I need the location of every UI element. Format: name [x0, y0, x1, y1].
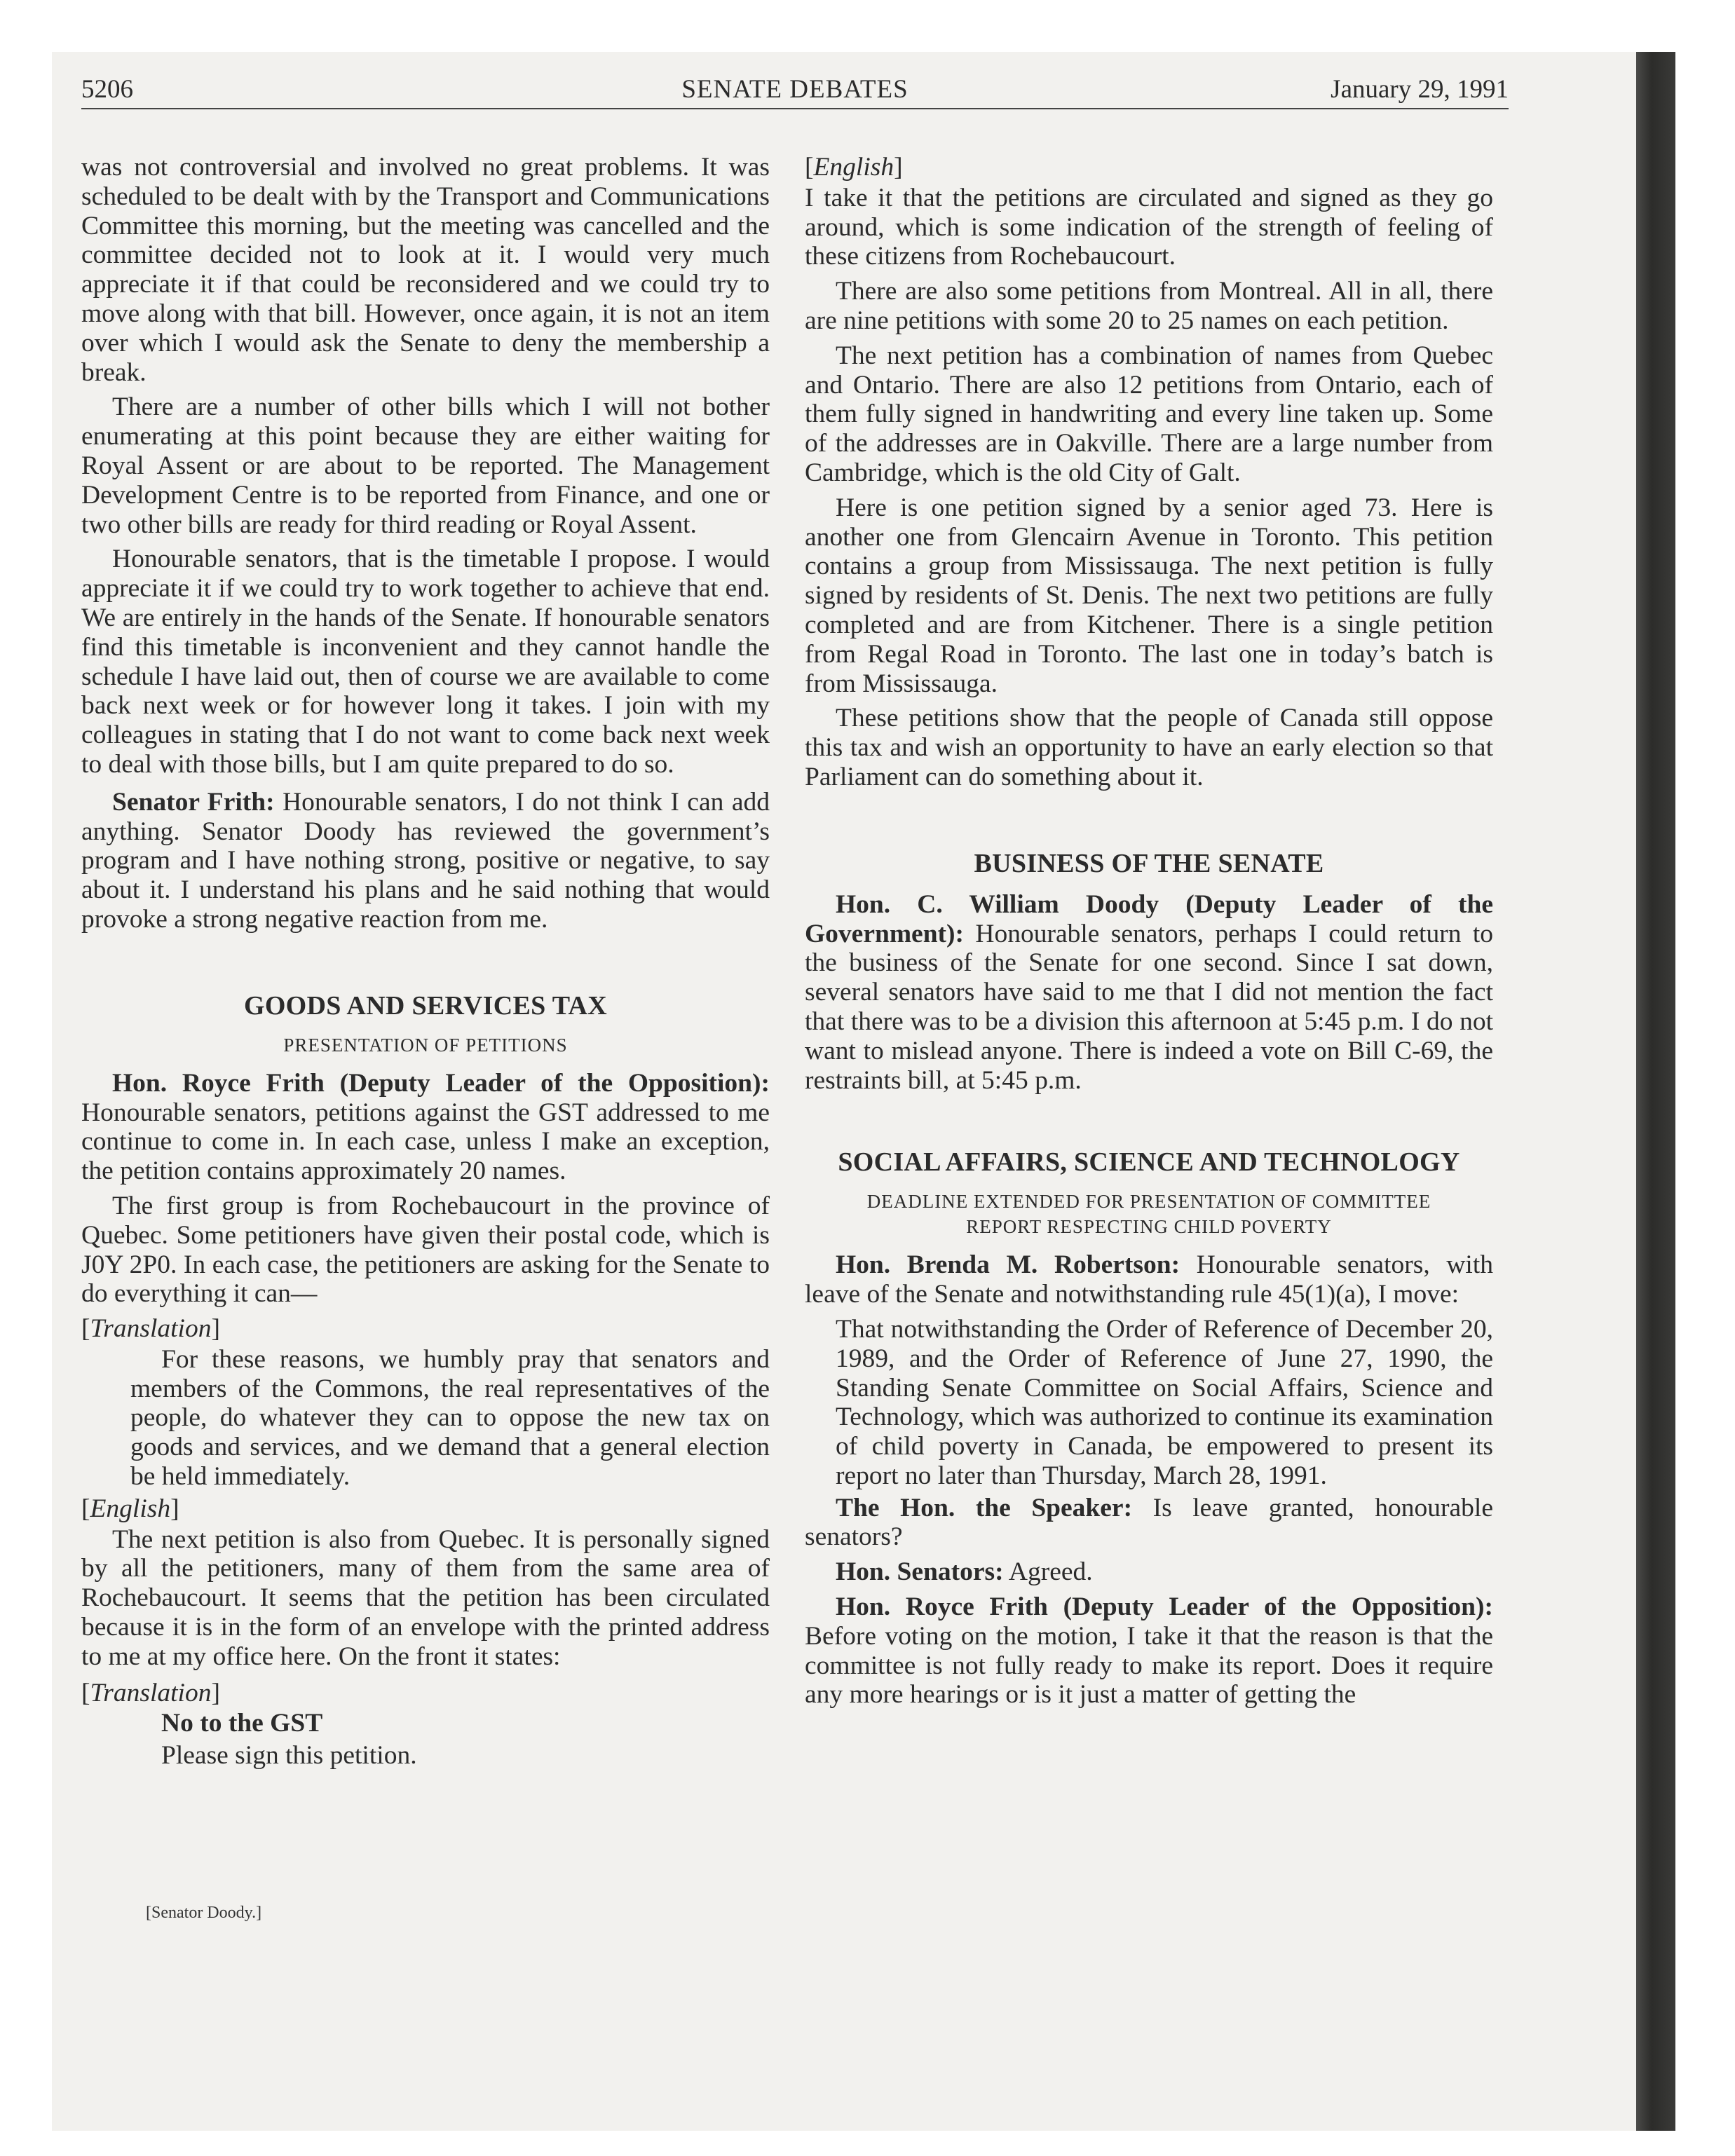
speaker-name: Senator Frith: [112, 787, 275, 817]
binding-edge [1636, 52, 1675, 2131]
left-column [81, 153, 770, 1780]
right-column [805, 153, 1493, 1715]
speech-text: Honourable senators, petitions against the GST addressed to me continue to come in. In each case, unless I make an exception, the petition contains approximately 20 names. [81, 1098, 770, 1186]
speech-text: Honourable senators, with leave of the Senate and notwithstanding rule 45(1)(a), I move: [805, 1250, 1494, 1309]
section-subheading: PRESENTATION OF PETITIONS [283, 1034, 568, 1056]
section-subheading: DEADLINE EXTENDED FOR PRESENTATION OF COMMITTEE REPORT RESPECTING CHILD POVERTY [866, 1191, 1431, 1238]
section-heading: BUSINESS OF THE SENATE [974, 848, 1324, 878]
speech-paragraph [805, 1592, 1493, 1710]
speaker-name: Hon. Senators: [836, 1557, 1004, 1587]
petition-line: Please sign this petition. [161, 1741, 417, 1770]
language-marker: [English] [805, 153, 903, 182]
page-header [81, 74, 1509, 109]
quoted-petition: For these reasons, we humbly pray that senators and members of the Commons, the real representatives of the people, do whatever they can to oppose the new tax on goods and services, and we demand that a general election be held immediately. [130, 1344, 770, 1492]
paragraph: I take it that the petitions are circulated and signed as they go around, which is some indication of the strength of feeling of these citizens from Rochebaucourt. [805, 183, 1493, 271]
language-label: Translation [90, 1678, 212, 1707]
speech-paragraph [805, 1494, 1493, 1553]
language-marker: [Translation] [81, 1314, 220, 1344]
paragraph: There are also some petitions from Montreal. All in all, there are nine petitions with some 20 to 25 names on each petition. [805, 277, 1493, 335]
speaker-name: The Hon. the Speaker: [836, 1493, 1133, 1522]
publication-title: SENATE DEBATES [681, 75, 909, 104]
language-label: Translation [90, 1314, 212, 1344]
paragraph: There are a number of other bills which I will not bother enumerating at this point because they are either waiting for Royal Assent or are about to be reported. The Management Development Centre is to be reported from Finance, and one or two other bills are ready for third reading or Royal Assent. [81, 393, 770, 539]
section-heading: GOODS AND SERVICES TAX [243, 990, 608, 1021]
paragraph: The next petition is also from Quebec. It is personally signed by all the petitioners, many of them from the same area of Rochebaucourt. It seems that the petition has been circulated because it is in the form of an envelope with the printed address to me at my office here. On the front it states: [81, 1524, 770, 1671]
page-date: January 29, 1991 [1331, 75, 1509, 104]
language-label: English [90, 1494, 171, 1523]
section-heading: SOCIAL AFFAIRS, SCIENCE AND TECHNOLOGY [838, 1147, 1460, 1178]
language-marker: [Translation] [81, 1678, 220, 1707]
paragraph: Honourable senators, that is the timetable I propose. I would appreciate it if we could try to work together to achieve that end. We are entirely in the hands of the Senate. If honourable senators find this timetable is inconvenient and they cannot handle the schedule I have laid out, then of course we are available to come back next week or for however long it takes. I join with my colleagues in stating that I do not want to come back next week to deal with those bills, but I am quite prepared to do so. [81, 545, 770, 779]
speaker-name: Hon. Brenda M. Robertson: [836, 1250, 1181, 1280]
speech-paragraph [805, 890, 1493, 1096]
speaker-name: Hon. C. William Doody (Deputy Leader of the Government): [805, 889, 1493, 948]
paragraph: These petitions show that the people of Canada still oppose this tax and wish an opportunity to have an early election so that Parliament can do something about it. [805, 704, 1493, 791]
language-label: English [813, 153, 894, 182]
speech-paragraph [805, 1557, 1493, 1587]
speech-paragraph [81, 1069, 770, 1186]
speech-paragraph [805, 1250, 1493, 1309]
speech-text: Agreed. [1003, 1557, 1093, 1587]
speech-text: Honourable senators, perhaps I could return to the business of the Senate for one second. Since I sat down, several senators have said to me that I did not mention the fact that there was to be a division this afternoon at 5:45 p.m. I do not want to mislead anyone. There is indeed a vote on Bill C-69, the restraints bill, at 5:45 p.m. [805, 919, 1493, 1095]
speech-text: Before voting on the motion, I take it that the reason is that the committee is not fully ready to make its report. Does it require any more hearings or is it just a matter of getting the [805, 1621, 1493, 1710]
speech-paragraph [81, 788, 770, 934]
motion-text: That notwithstanding the Order of Reference of December 20, 1989, and the Order of Reference of June 27, 1990, the Standing Senate Committee on Social Affairs, Science and Technology, which was authorized to continue its examination of child poverty in Canada, be empowered to present its report no later than Thursday, March 28, 1991. [836, 1314, 1493, 1490]
paragraph: Here is one petition signed by a senior aged 73. Here is another one from Glencairn Avenue in Toronto. This petition contains a group from Mississauga. The next petition is fully signed by residents of St. Denis. The next two petitions are fully completed and are from Kitchener. There is a single petition from Regal Road in Toronto. The last one in today’s batch is from Mississauga. [805, 493, 1493, 698]
speech-text: Honourable senators, I do not think I can add anything. Senator Doody has reviewed the government’s program and I have nothing strong, positive or negative, to say about it. I understand his plans and he said nothing that would provoke a strong negative reaction from me. [81, 787, 770, 934]
footer-note: [Senator Doody.] [146, 1904, 262, 1922]
language-marker: [English] [81, 1494, 179, 1523]
speech-text: Is leave granted, honourable senators? [805, 1493, 1493, 1552]
speaker-name: Hon. Royce Frith (Deputy Leader of the Opposition): [112, 1068, 770, 1098]
paragraph: The first group is from Rochebaucourt in the province of Quebec. Some petitioners have given their postal code, which is J0Y 2P0. In each case, the petitioners are asking for the Senate to do everything it can— [81, 1191, 770, 1309]
speaker-name: Hon. Royce Frith (Deputy Leader of the Opposition): [836, 1592, 1493, 1622]
page-number: 5206 [81, 75, 133, 104]
petition-title: No to the GST [161, 1709, 323, 1738]
paragraph: was not controversial and involved no great problems. It was scheduled to be dealt with by the Transport and Communications Committee this morning, but the meeting was cancelled and the committee decided not to look at it. I would very much appreciate it if that could be reconsidered and we could try to move along with that bill. However, once again, it is not an item over which I would ask the Senate to deny the membership a break. [81, 153, 770, 387]
paragraph: The next petition has a combination of names from Quebec and Ontario. There are also 12 petitions from Ontario, each of them fully signed in handwriting and every line taken up. Some of the addresses are in Oakville. There are a large number from Cambridge, which is the old City of Galt. [805, 341, 1493, 487]
